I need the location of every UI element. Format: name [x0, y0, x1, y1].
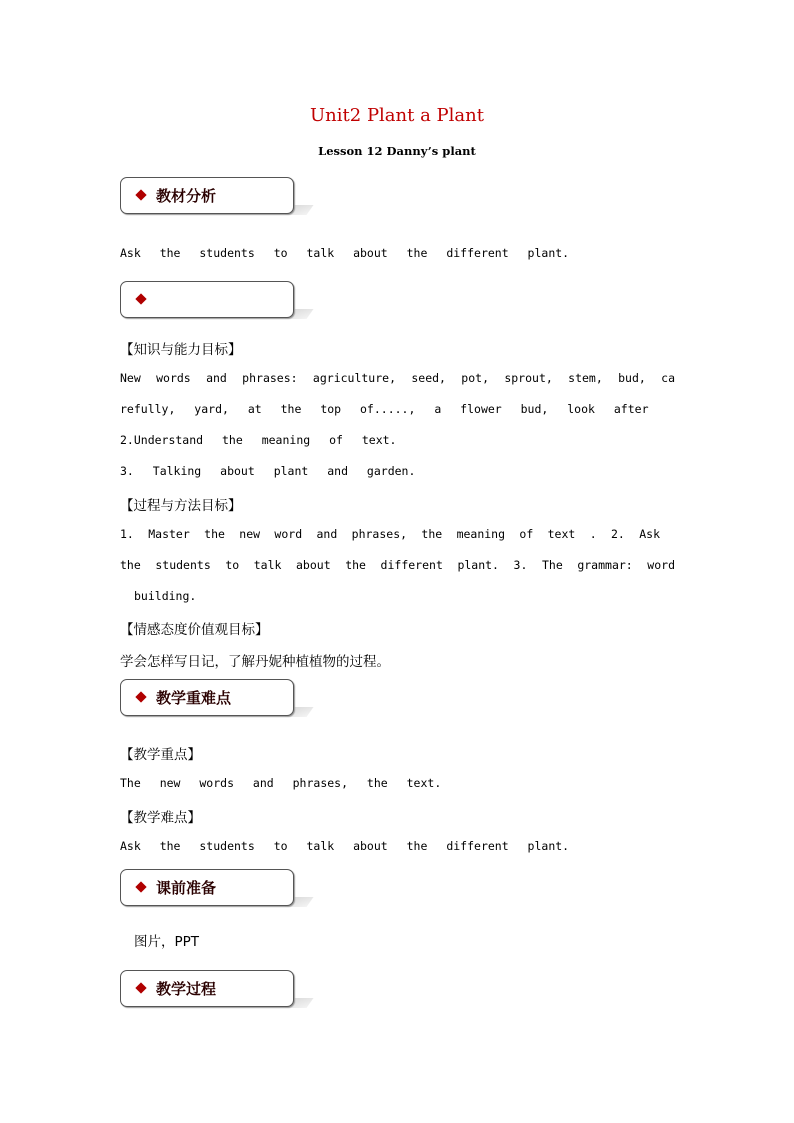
objective-line: New words and phrases: agriculture, seed, pot, sprout, stem, bud, ca [120, 371, 675, 385]
focus-heading: 【教学重点】 [120, 747, 201, 763]
process-objectives-heading: 【过程与方法目标】 [120, 498, 242, 514]
section-heading-label: 教学重难点 [156, 689, 232, 707]
objective-line: 2.Understand the meaning of text. [120, 433, 397, 447]
section-heading-label: 教学过程 [156, 980, 217, 998]
diamond-icon [135, 982, 146, 993]
objective-line: 1. Master the new word and phrases, the meaning of text . 2. Ask [120, 527, 660, 541]
section-heading-label: 课前准备 [156, 879, 217, 897]
knowledge-objectives-heading: 【知识与能力目标】 [120, 342, 242, 358]
focus-text: The new words and phrases, the text. [120, 776, 442, 790]
document-title: Unit2 Plant a Plant [310, 105, 484, 126]
difficulty-heading: 【教学难点】 [120, 810, 201, 826]
section-heading-box [120, 869, 294, 906]
lesson-subtitle: Lesson 12 Danny’s plant [318, 144, 476, 158]
objective-line: refully, yard, at the top of....., a flower bud, look after [120, 402, 649, 416]
diamond-icon [135, 691, 146, 702]
analysis-text: Ask the students to talk about the different plant. [120, 246, 570, 260]
objective-line: the students to talk about the different plant. 3. The grammar: word [120, 558, 675, 572]
diamond-icon [135, 881, 146, 892]
emotion-objective-text: 学会怎样写日记，了解丹妮种植植物的过程。 [120, 654, 390, 670]
emotion-objectives-heading: 【情感态度价值观目标】 [120, 622, 269, 638]
section-heading-box [120, 177, 294, 214]
objective-line: building. [134, 589, 197, 603]
section-heading-box [120, 679, 294, 716]
diamond-icon [135, 293, 146, 304]
difficulty-text: Ask the students to talk about the different plant. [120, 839, 570, 853]
section-heading-label: 教材分析 [156, 187, 217, 205]
prep-text: 图片，PPT [134, 934, 200, 950]
diamond-icon [135, 189, 146, 200]
objective-line: 3. Talking about plant and garden. [120, 464, 416, 478]
section-heading-box [120, 970, 294, 1007]
section-heading-box [120, 281, 294, 318]
